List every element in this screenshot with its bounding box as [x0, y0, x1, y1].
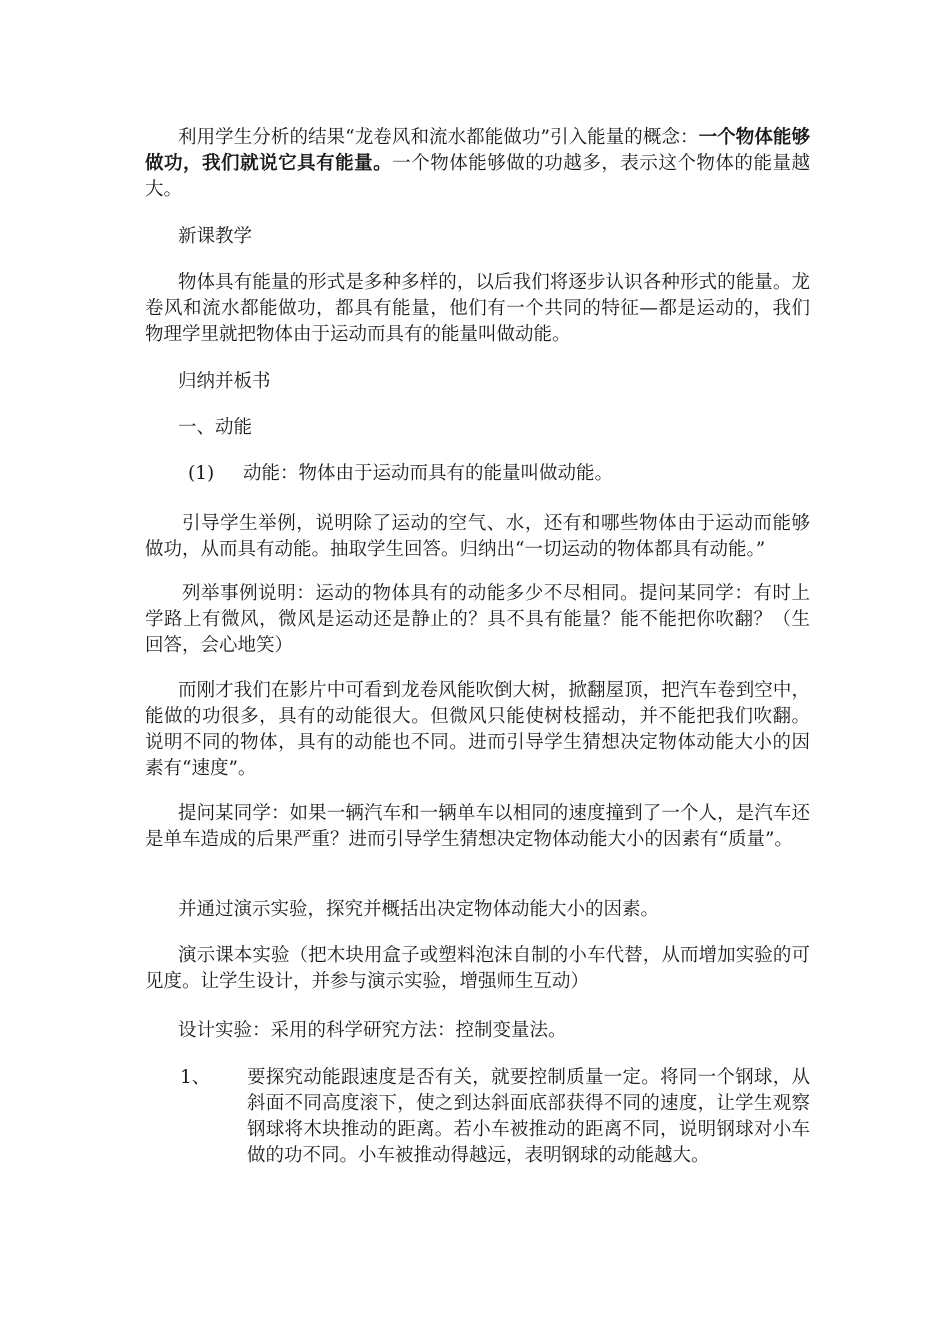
- intro-paragraph: [145, 125, 810, 203]
- intro-text-a: 利用学生分析的结果“龙卷风和流水都能做功”引入能量的概念：: [178, 127, 699, 148]
- item-number: 1、: [180, 1067, 211, 1088]
- film-paragraph: 而刚才我们在影片中可看到龙卷风能吹倒大树，掀翻屋顶，把汽车卷到空中，能做的功很多，具有的动能很大。但微风只能使树枝摇动，并不能把我们吹翻。说明不同的物体，具有的动能也不同。进而引导学生猜想决定物体动能大小的因素有“速度”。: [145, 680, 810, 779]
- intro-text-b: 一个物体能够做的功越多，表示这个物体的能量越大。: [145, 153, 810, 200]
- section-title-kinetic-energy: 一、动能: [178, 417, 253, 438]
- guide-paragraph: 引导学生举例，说明除了运动的空气、水，还有和哪些物体由于运动而能够做功，从而具有动能。抽取学生回答。归纳出“一切运动的物体都具有动能。”: [145, 513, 810, 560]
- definition-number: (1): [188, 463, 215, 484]
- question-paragraph: 提问某同学：如果一辆汽车和一辆单车以相同的速度撞到了一个人，是汽车还是单车造成的后果严重？进而引导学生猜想决定物体动能大小的因素有“质量”。: [145, 803, 810, 850]
- intro-energy-definition: 一个物体能够做功，我们就说它具有能量。: [145, 127, 810, 174]
- forms-paragraph: 物体具有能量的形式是多种多样的，以后我们将逐步认识各种形式的能量。龙卷风和流水都能做功，都具有能量，他们有一个共同的特征—都是运动的，我们物理学里就把物体由于运动而具有的能量叫做动能。: [145, 272, 810, 345]
- examples-paragraph: 列举事例说明：运动的物体具有的动能多少不尽相同。提问某同学：有时上学路上有微风，微风是运动还是静止的？具不具有能量？能不能把你吹翻？（生回答，会心地笑）: [145, 583, 810, 656]
- heading-summary: 归纳并板书: [178, 371, 271, 392]
- item-text: 要探究动能跟速度是否有关，就要控制质量一定。将同一个钢球，从斜面不同高度滚下，使之到达斜面底部获得不同的速度，让学生观察钢球将木块推动的距离。若小车被推动的距离不同，说明钢球对小车做的功不同。小车被推动得越远，表明钢球的动能越大。: [247, 1067, 810, 1166]
- design-paragraph: 设计实验：采用的科学研究方法：控制变量法。: [178, 1020, 567, 1041]
- heading-new-lesson: 新课教学: [178, 226, 253, 247]
- demo-paragraph: 并通过演示实验，探究并概括出决定物体动能大小的因素。: [178, 899, 660, 920]
- definition-text: 动能：物体由于运动而具有的能量叫做动能。: [243, 463, 614, 484]
- textbook-experiment-paragraph: 演示课本实验（把木块用盒子或塑料泡沫自制的小车代替，从而增加实验的可见度。让学生设计，并参与演示实验，增强师生互动）: [145, 945, 810, 992]
